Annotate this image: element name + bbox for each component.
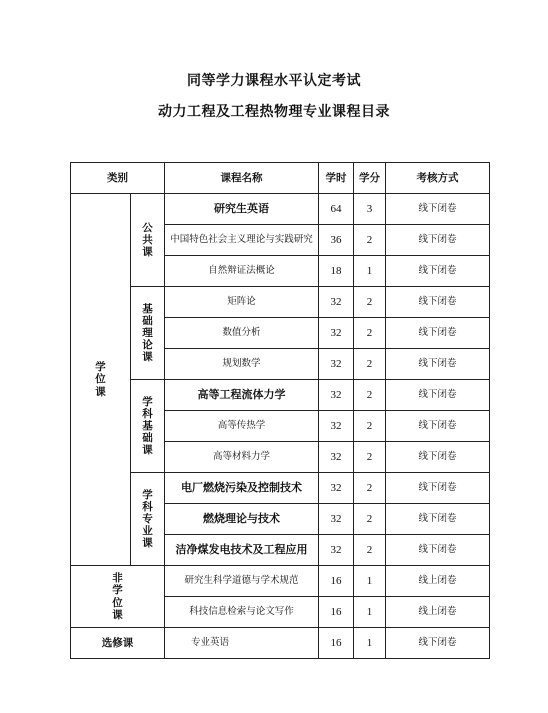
course-name: 中国特色社会主义理论与实践研究 — [165, 225, 319, 256]
course-hours: 32 — [319, 380, 354, 411]
course-name: 高等传热学 — [165, 411, 319, 442]
course-exam: 线下闭卷 — [386, 349, 490, 380]
course-name: 研究生英语 — [165, 194, 319, 225]
group-label-char: 学 — [142, 395, 153, 408]
course-hours: 32 — [319, 287, 354, 318]
course-name: 数值分析 — [165, 318, 319, 349]
group-label-char: 专 — [142, 512, 153, 525]
course-hours: 16 — [319, 566, 354, 597]
group-label-char: 学 — [142, 488, 153, 501]
header-course: 课程名称 — [165, 163, 319, 194]
course-exam: 线下闭卷 — [386, 225, 490, 256]
course-hours: 16 — [319, 597, 354, 628]
course-hours: 32 — [319, 473, 354, 504]
course-name: 洁净煤发电技术及工程应用 — [165, 535, 319, 566]
course-name: 燃烧理论与技术 — [165, 504, 319, 535]
degree-category-label-char: 位 — [95, 373, 106, 386]
group-label-char: 课 — [142, 444, 153, 457]
course-hours: 32 — [319, 411, 354, 442]
course-credits: 2 — [354, 473, 386, 504]
course-catalog-table — [70, 162, 490, 659]
course-exam: 线下闭卷 — [386, 473, 490, 504]
group-label-char: 科 — [142, 407, 153, 420]
table-row — [71, 380, 490, 411]
non-degree-category-label-char: 非 — [112, 572, 123, 585]
course-hours: 36 — [319, 225, 354, 256]
header-hours: 学时 — [319, 163, 354, 194]
course-credits: 2 — [354, 349, 386, 380]
course-name: 规划数学 — [165, 349, 319, 380]
course-credits: 1 — [354, 597, 386, 628]
non-degree-category-label-char: 课 — [112, 608, 123, 621]
group-label-char: 课 — [142, 537, 153, 550]
group-label — [131, 194, 165, 287]
group-label-char: 理 — [142, 326, 153, 339]
group-label-char: 论 — [142, 339, 153, 352]
course-exam: 线下闭卷 — [386, 194, 490, 225]
page-title: 同等学力课程水平认定考试 — [187, 73, 361, 89]
group-label-char: 业 — [142, 525, 153, 538]
course-exam: 线下闭卷 — [386, 411, 490, 442]
header-credits: 学分 — [354, 163, 386, 194]
course-exam: 线上闭卷 — [386, 566, 490, 597]
course-name: 研究生科学道德与学术规范 — [165, 566, 319, 597]
table-row — [71, 628, 490, 659]
course-credits: 2 — [354, 504, 386, 535]
page-subtitle: 动力工程及工程热物理专业课程目录 — [158, 104, 390, 120]
course-exam: 线下闭卷 — [386, 256, 490, 287]
table-row — [71, 194, 490, 225]
course-credits: 2 — [354, 318, 386, 349]
table-row — [71, 473, 490, 504]
degree-category-label — [71, 194, 131, 566]
course-name: 专业英语 — [165, 628, 319, 659]
group-label-char: 共 — [142, 233, 153, 246]
group-label-char: 基 — [142, 302, 153, 315]
elective-category-label: 选修课 — [71, 628, 165, 659]
course-hours: 16 — [319, 628, 354, 659]
course-credits: 2 — [354, 380, 386, 411]
group-label-char: 公 — [142, 221, 153, 234]
course-name: 电厂燃烧污染及控制技术 — [165, 473, 319, 504]
course-exam: 线下闭卷 — [386, 318, 490, 349]
group-label — [131, 380, 165, 473]
course-hours: 32 — [319, 349, 354, 380]
course-exam: 线下闭卷 — [386, 380, 490, 411]
group-label-char: 础 — [142, 432, 153, 445]
degree-category-label-char: 课 — [95, 385, 106, 398]
course-credits: 2 — [354, 442, 386, 473]
group-label — [131, 473, 165, 566]
degree-category-label-char: 学 — [95, 361, 106, 374]
non-degree-category-label — [71, 566, 165, 628]
course-exam: 线下闭卷 — [386, 628, 490, 659]
course-exam: 线下闭卷 — [386, 504, 490, 535]
course-hours: 32 — [319, 504, 354, 535]
course-credits: 2 — [354, 287, 386, 318]
course-hours: 32 — [319, 318, 354, 349]
course-credits: 1 — [354, 628, 386, 659]
course-exam: 线下闭卷 — [386, 535, 490, 566]
course-hours: 18 — [319, 256, 354, 287]
course-name: 高等工程流体力学 — [165, 380, 319, 411]
course-credits: 3 — [354, 194, 386, 225]
header-category: 类别 — [71, 163, 165, 194]
course-name: 科技信息检索与论文写作 — [165, 597, 319, 628]
course-credits: 2 — [354, 225, 386, 256]
course-hours: 32 — [319, 442, 354, 473]
course-exam: 线上闭卷 — [386, 597, 490, 628]
non-degree-category-label-char: 学 — [112, 584, 123, 597]
course-credits: 1 — [354, 256, 386, 287]
course-name: 高等材料力学 — [165, 442, 319, 473]
course-exam: 线下闭卷 — [386, 442, 490, 473]
course-credits: 2 — [354, 535, 386, 566]
course-hours: 64 — [319, 194, 354, 225]
table-row — [71, 287, 490, 318]
non-degree-category-label-char: 位 — [112, 596, 123, 609]
group-label-char: 础 — [142, 314, 153, 327]
course-hours: 32 — [319, 535, 354, 566]
group-label — [131, 287, 165, 380]
group-label-char: 科 — [142, 500, 153, 513]
course-name: 自然辩证法概论 — [165, 256, 319, 287]
header-exam: 考核方式 — [386, 163, 490, 194]
table-row — [71, 566, 490, 597]
course-credits: 2 — [354, 411, 386, 442]
group-label-char: 课 — [142, 246, 153, 259]
group-label-char: 基 — [142, 419, 153, 432]
table-body — [71, 194, 490, 659]
table-header-row — [71, 163, 490, 194]
course-credits: 1 — [354, 566, 386, 597]
course-name: 矩阵论 — [165, 287, 319, 318]
group-label-char: 课 — [142, 351, 153, 364]
course-exam: 线下闭卷 — [386, 287, 490, 318]
